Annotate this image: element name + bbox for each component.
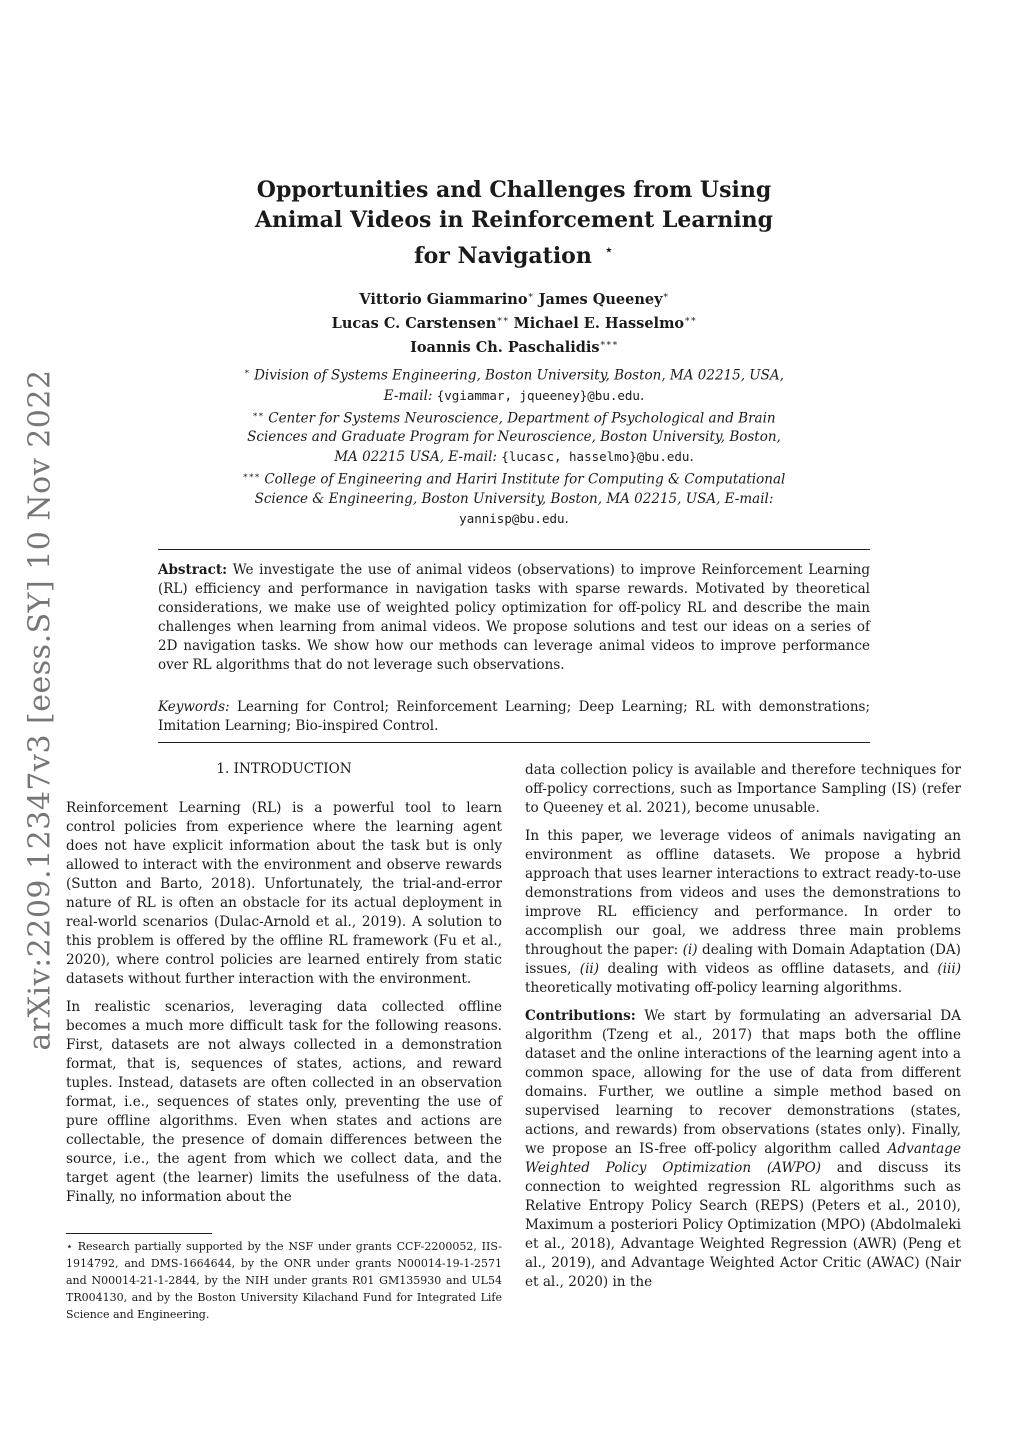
author-carstensen: Lucas C. Carstensen <box>331 314 497 332</box>
keywords-label: Keywords: <box>158 699 230 715</box>
author-mark: ∗∗ <box>684 314 697 325</box>
author-mark: ∗∗∗ <box>599 338 618 349</box>
contributions-label: Contributions: <box>525 1008 636 1024</box>
paragraph: In this paper, we leverage videos of animals navigating an environment as offline datasets. We propose a hybrid approach that uses learner interactions to extract ready-to-use demonstrations from videos and uses the demonstrations to improve RL efficiency and performance. In order to accomplish our goal, we address three main problems throughout the paper: (i) dealing with Domain Adaptation (DA) issues, (ii) dealing with videos as offline datasets, and (iii) theoretically motivating off-policy learning algorithms. <box>525 828 961 996</box>
email-link[interactable]: {lucasc, hasselmo}@bu.edu <box>501 449 690 464</box>
affiliation-2: ∗∗ Center for Systems Neuroscience, Department of Psychological and Brain Sciences and Graduate Program for Neuroscience, Boston University, Boston, MA 02215 USA, E-mail: {lucasc, hasselmo}@bu.edu. <box>247 409 781 465</box>
author-giammarino: Vittorio Giammarino <box>359 290 528 308</box>
email-link[interactable]: yannisp@bu.edu <box>459 510 565 526</box>
affiliation-3: ∗∗∗ College of Engineering and Hariri Institute for Computing & Computational Science & Engineering, Boston University, Boston, MA 02215, USA, E-mail: yannisp@bu.edu. <box>242 471 786 527</box>
title-line-1: Opportunities and Challenges from Using <box>256 177 772 203</box>
author-mark: ∗∗ <box>496 314 509 325</box>
paper-title <box>220 175 808 271</box>
paragraph: data collection policy is available and therefore techniques for off-policy corrections, such as Importance Sampling (IS) (refer to Queeney et al. 2021), become unusable. <box>525 762 961 816</box>
author-mark: ∗ <box>527 291 534 301</box>
title-footnote-star: ⋆ <box>603 240 614 259</box>
awpo-term: Advantage Weighted Policy Optimization (AWPO) <box>525 1141 961 1176</box>
footnote-mark: ⋆ <box>66 1240 73 1253</box>
paragraph: In realistic scenarios, leveraging data collected offline becomes a much more difficult task for the following reasons. First, datasets are not always collected in a demonstration format, that is, sequences of states, actions, and reward tuples. Instead, datasets are often collected in an observation format, i.e., sequences of states only, preventing the use of pure offline algorithms. Even when states and actions are collectable, the presence of domain differences between the source, i.e., the agent from which we collect data, and the target agent (the learner) limits the usefulness of the data. Finally, no information about the <box>66 999 502 1205</box>
abstract-text: We investigate the use of animal videos (observations) to improve Reinforcement Learning (RL) efficiency and performance in navigation tasks with sparse rewards. Motivated by theoretical considerations, we make use of weighted policy optimization for off-policy RL and describe the main challenges when learning from animal videos. We propose solutions and test our ideas on a series of 2D navigation tasks. We show how our methods can leverage animal videos to improve performance over RL algorithms that do not leverage such observations. <box>158 562 871 673</box>
author-paschalidis: Ioannis Ch. Paschalidis <box>410 338 600 356</box>
affiliation-1: ∗ Division of Systems Engineering, Boston University, Boston, MA 02215, USA, E-mail: {vgiammar, jqueeney}@bu.edu. <box>244 367 784 404</box>
paragraph: Reinforcement Learning (RL) is a powerful tool to learn control policies from experience where the learning agent does not have explicit information about the task but is only allowed to interact with the environment and observe rewards (Sutton and Barto, 2018). Unfortunately, the trial-and-error nature of RL is often an obstacle for its actual deployment in real-world scenarios (Dulac-Arnold et al., 2019). A solution to this problem is offered by the offline RL framework (Fu et al., 2020), where control policies are learned entirely from static datasets without further interaction with the environment. <box>66 800 502 987</box>
abstract-top-rule <box>158 549 870 550</box>
abstract-label: Abstract: <box>158 562 228 578</box>
abstract-bottom-rule <box>158 742 870 743</box>
footnote <box>66 1238 502 1323</box>
author-hasselmo: Michael E. Hasselmo <box>513 314 685 332</box>
affiliations <box>240 363 788 529</box>
author-queeney: James Queeney <box>538 290 663 308</box>
section-heading-introduction: 1. INTRODUCTION <box>216 761 352 777</box>
keywords-text: Learning for Control; Reinforcement Learning; Deep Learning; RL with demonstrations; Imitation Learning; Bio-inspired Control. <box>158 699 870 734</box>
author-list <box>250 286 778 357</box>
left-column <box>66 760 502 1216</box>
arxiv-identifier: arXiv:2209.12347v3 [eess.SY] 10 Nov 2022 <box>22 368 58 1051</box>
footnote-text: Research partially supported by the NSF under grants CCF-2200052, IIS-1914792, and DMS-1664644, by the ONR under grants N00014-19-1-2571 and N00014-21-1-2844, by the NIH under grants R01 GM135930 and UL54 TR004130, and by the Boston University Kilachand Fund for Integrated Life Science and Engineering. <box>66 1240 502 1321</box>
keywords <box>158 698 870 736</box>
title-line-2: Animal Videos in Reinforcement Learning <box>254 207 773 233</box>
email-link[interactable]: {vgiammar, jqueeney}@bu.edu <box>436 387 640 403</box>
footnote-rule <box>66 1233 212 1234</box>
author-mark: ∗ <box>662 291 669 301</box>
paragraph-contributions: Contributions: We start by formulating an adversarial DA algorithm (Tzeng et al., 2017) that maps both the offline dataset and the online interactions of the learning agent into a common space, allowing for the use of data from different domains. Further, we outline a simple method based on supervised learning to recover demonstrations (states, actions, and rewards) from observations (states only). Finally, we propose an IS-free off-policy algorithm called Advantage Weighted Policy Optimization (AWPO) and discuss its connection to weighted regression RL algorithms such as Relative Entropy Policy Search (REPS) (Peters et al., 2010), Maximum a posteriori Policy Optimization (MPO) (Abdolmaleki et al., 2018), Advantage Weighted Regression (AWR) (Peng et al., 2019), and Advantage Weighted Actor Critic (AWAC) (Nair et al., 2020) in the <box>525 1008 962 1290</box>
abstract <box>158 561 870 675</box>
arxiv-sidebar <box>20 368 60 1051</box>
title-line-3: for Navigation <box>414 243 592 269</box>
right-column <box>525 761 961 1301</box>
